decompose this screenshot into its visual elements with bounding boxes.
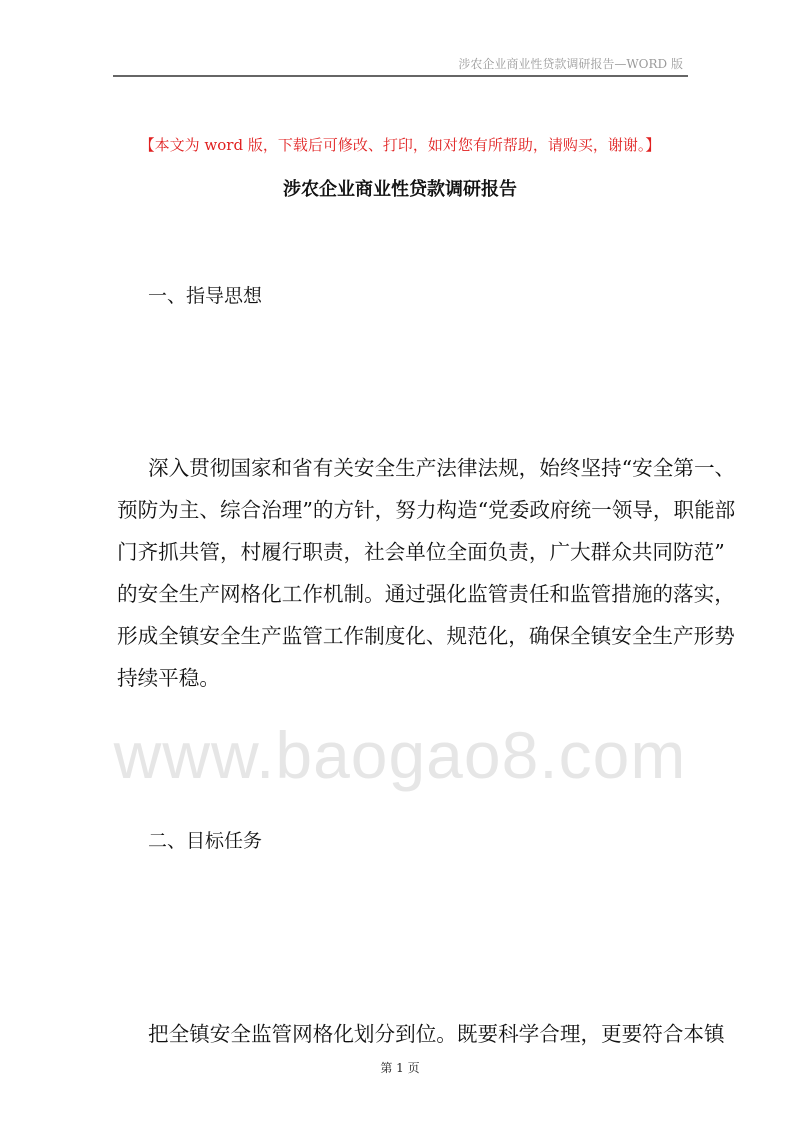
page-number: 第 1 页 xyxy=(380,1061,420,1075)
purchase-notice: 【本文为 word 版，下载后可修改、打印，如对您有所帮助，请购买，谢谢。】 xyxy=(139,136,661,154)
paragraph-line: 预防为主、综合治理”的方针，努力构造“党委政府统一领导，职能部 xyxy=(117,498,736,522)
paragraph-line: 深入贯彻国家和省有关安全生产法律法规，始终坚持“安全第一、 xyxy=(148,456,736,480)
paragraph-line: 门齐抓共管，村履行职责，社会单位全面负责，广大群众共同防范” xyxy=(117,540,725,564)
section-heading: 一、指导思想 xyxy=(148,285,263,307)
header-divider xyxy=(113,75,688,77)
paragraph-line: 把全镇安全监管网格化划分到位。既要科学合理，更要符合本镇 xyxy=(148,1022,725,1046)
section-heading: 二、目标任务 xyxy=(148,830,263,852)
paragraph-line: 的安全生产网格化工作机制。通过强化监管责任和监管措施的落实， xyxy=(117,582,735,606)
paragraph-line: 持续平稳。 xyxy=(117,666,220,690)
watermark: www.baogao8.com xyxy=(113,718,687,792)
running-header: 涉农企业商业性贷款调研报告—WORD 版 xyxy=(458,57,683,71)
paragraph-line: 形成全镇安全生产监管工作制度化、规范化，确保全镇安全生产形势 xyxy=(117,624,735,648)
document-title: 涉农企业商业性贷款调研报告 xyxy=(283,179,517,200)
